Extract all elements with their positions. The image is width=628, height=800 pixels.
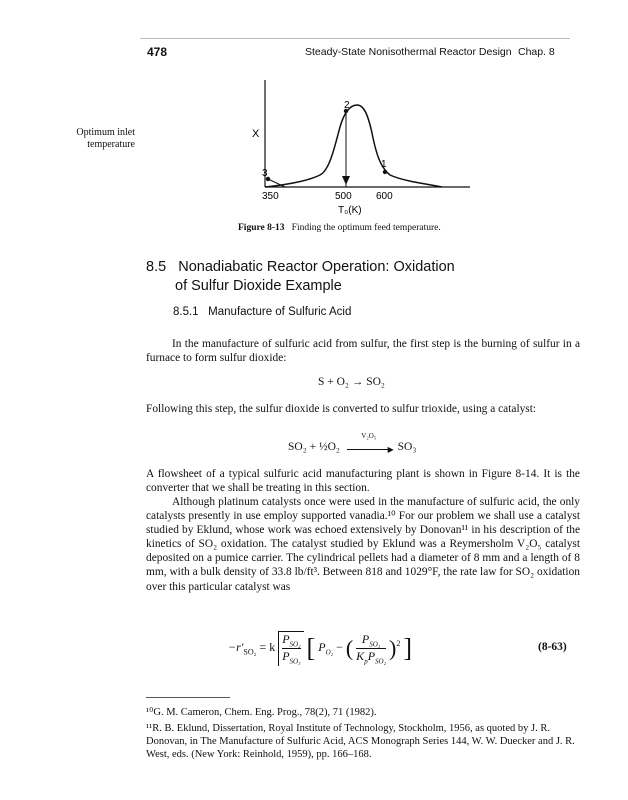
footnote-10 bbox=[146, 706, 586, 719]
eq2-right: SO₃ bbox=[397, 441, 417, 453]
footnote-11-mark: ¹¹ bbox=[146, 723, 153, 734]
footnote-11-text: R. B. Eklund, Dissertation, Royal Institute of Technology, Stockholm, 1956, as quoted by J. R. Donovan, in The Manufacture of Sulfuric Acid, ACS Monograph Series 144, W. W. Duecker and J. R. West, eds. (New York: Reinhold, 1959), pp. 166–168. bbox=[146, 723, 575, 761]
header-rule bbox=[140, 38, 570, 39]
paragraph-3: A flowsheet of a typical sulfuric acid manufacturing plant is shown in Figure 8-14. It is the converter that we shall be treating in this section. bbox=[146, 468, 580, 495]
paragraph-2: Following this step, the sulfur dioxide is converted to sulfur trioxide, using a catalyst: bbox=[146, 403, 537, 415]
caption-label: Figure 8-13 bbox=[238, 223, 285, 233]
eq2-left: SO₂ + ½O₂ bbox=[288, 441, 340, 453]
x-tick-600: 600 bbox=[376, 191, 393, 202]
section-number: 8.5 bbox=[146, 259, 167, 275]
footnote-10-text: G. M. Cameron, Chem. Eng. Prog., 78(2), 71 (1982). bbox=[153, 707, 377, 718]
optimum-arrow-head bbox=[342, 176, 350, 185]
rate-law-lhs: −r′ bbox=[228, 640, 244, 655]
rate-law-equation: $-r'_{SO_2} = k$ $P_{SO_2}$ $P_{SO_3}$ [ $P_{O_2}$ − ( $P_{SO_3}$ $K_pP_{SO_2}$ )$^2$ ] bbox=[228, 631, 413, 666]
running-title: Steady-State Nonisothermal Reactor Design bbox=[305, 46, 512, 58]
figure-optimum-feed-temp bbox=[230, 75, 490, 220]
footnote-11 bbox=[146, 722, 586, 762]
rate-law-fraction: $P_{SO_3}$ $K_pP_{SO_2}$ bbox=[356, 631, 387, 666]
subsection-number: 8.5.1 bbox=[173, 306, 199, 318]
point-3-label: 3 bbox=[262, 168, 268, 179]
x-tick-350: 350 bbox=[262, 191, 279, 202]
conversion-curve bbox=[265, 105, 442, 187]
paragraph-4: Although platinum catalysts once were used in the manufacture of sulfuric acid, the only catalysts presently in use employ supported vanadia.¹⁰ For our problem we shall use a catalyst studied by Eklund, whose work was echoed extensively by Donovan¹¹ in his description of the kinetics of SO₂ oxidation. The catalyst studied by Eklund was a Reymersholm V₂O₅ catalyst deposited on a pumice carrier. The cylindrical pellets had a diameter of 8 mm and a length of 8 mm, with a bulk density of 33.8 lb/ft³. Between 818 and 1029°F, the rate law for SO₂ oxidation over this particular catalyst was bbox=[146, 496, 580, 593]
equation-2 bbox=[288, 432, 417, 454]
chapter-label: Chap. 8 bbox=[518, 46, 555, 58]
x-tick-500: 500 bbox=[335, 191, 352, 202]
footnote-rule bbox=[146, 697, 230, 698]
subsection-heading bbox=[173, 306, 351, 318]
point-1-label: 1 bbox=[381, 159, 387, 170]
eq2-catalyst: V₂O₅ bbox=[361, 432, 377, 440]
paragraph-1: In the manufacture of sulfuric acid from sulfur, the first step is the burning of sulfur in a furnace to form sulfur dioxide: bbox=[146, 338, 580, 365]
footnote-10-mark: ¹⁰ bbox=[146, 707, 154, 718]
rate-law-sqrt: $P_{SO_2}$ $P_{SO_3}$ bbox=[278, 631, 303, 666]
figure-caption bbox=[238, 223, 441, 233]
eq2-arrow: V₂O₅ ▶ bbox=[347, 441, 391, 450]
rate-law-lhs-sub: SO₂ bbox=[243, 647, 257, 657]
y-axis-label: X bbox=[252, 128, 260, 140]
subsection-title: Manufacture of Sulfuric Acid bbox=[208, 306, 352, 318]
section-title-line2: of Sulfur Dioxide Example bbox=[175, 278, 342, 294]
caption-text: Finding the optimum feed temperature. bbox=[291, 223, 441, 233]
equation-number: (8-63) bbox=[538, 641, 567, 653]
point-2-label: 2 bbox=[344, 100, 350, 111]
margin-note: Optimum inlet temperature bbox=[76, 127, 135, 150]
section-title-line1: Nonadiabatic Reactor Operation: Oxidation bbox=[178, 259, 455, 275]
x-axis-label: T₀(K) bbox=[338, 205, 362, 216]
point-1-marker bbox=[383, 170, 387, 174]
page-number: 478 bbox=[147, 45, 168, 59]
rate-law-k: = k bbox=[259, 640, 276, 655]
equation-1: S + O₂ → SO₂ bbox=[318, 376, 385, 388]
section-heading bbox=[146, 258, 455, 296]
